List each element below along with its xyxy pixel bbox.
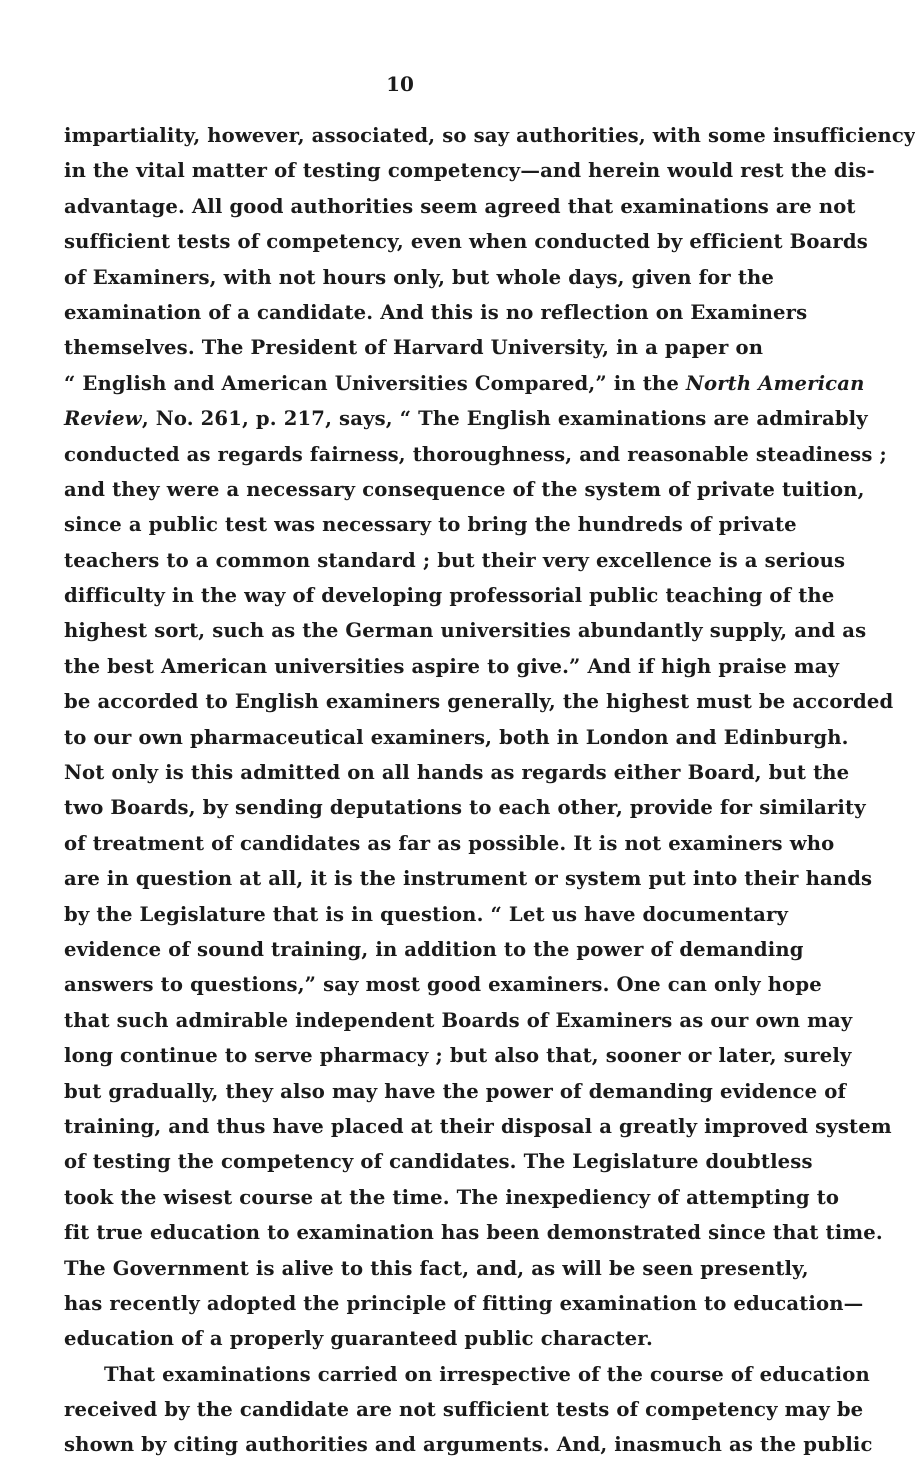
- text-line: [64, 932, 804, 967]
- text-line: [64, 1215, 883, 1250]
- text-line: [64, 720, 849, 755]
- text-segment: answers to questions,” say most good examiners. One can only hope: [64, 973, 822, 997]
- text-line: [64, 437, 887, 472]
- text-line: [64, 967, 822, 1002]
- text-segment: that such admirable independent Boards of Examiners as our own may: [64, 1008, 853, 1032]
- text-line: [64, 543, 846, 578]
- text-segment: teachers to a common standard ; but their very excellence is a serious: [64, 548, 846, 572]
- text-line: [64, 1427, 873, 1462]
- text-line: [64, 578, 835, 613]
- text-segment: examination of a candidate. And this is no reflection on Examiners: [64, 300, 808, 324]
- text-segment: shown by citing authorities and arguments. And, inasmuch as the public: [64, 1433, 873, 1457]
- text-segment: of treatment of candidates as far as possible. It is not examiners who: [64, 831, 835, 855]
- text-line: [64, 826, 835, 861]
- text-segment: of Examiners, with not hours only, but whole days, given for the: [64, 265, 775, 289]
- text-segment: , No. 261, p. 217, says, “ The English examinations are admirably: [141, 407, 868, 431]
- body-text: [64, 118, 915, 1463]
- text-line: [64, 1180, 840, 1215]
- text-segment: the best American universities aspire to give.” And if high praise may: [64, 654, 840, 678]
- text-line: [64, 1038, 852, 1073]
- text-segment: conducted as regards fairness, thoroughness, and reasonable steadiness ;: [64, 442, 887, 466]
- text-line: [64, 224, 868, 259]
- text-segment: evidence of sound training, in addition to the power of demanding: [64, 937, 804, 961]
- italic-text: Review: [64, 407, 142, 431]
- text-segment: be accorded to English examiners generally, the highest must be accorded: [64, 690, 894, 714]
- text-line: [64, 861, 873, 896]
- paragraph-container: [64, 118, 915, 1463]
- text-segment: themselves. The President of Harvard University, in a paper on: [64, 336, 764, 360]
- text-line: [64, 1144, 813, 1179]
- text-segment: sufficient tests of competency, even when conducted by efficient Boards: [64, 230, 868, 254]
- text-line: [64, 1109, 892, 1144]
- italic-text: North American: [685, 371, 865, 395]
- text-line: [64, 118, 915, 153]
- text-segment: since a public test was necessary to bring the hundreds of private: [64, 513, 797, 537]
- text-line: [64, 1357, 870, 1392]
- text-segment: to our own pharmaceutical examiners, both in London and Edinburgh.: [64, 725, 849, 749]
- text-line: [64, 330, 764, 365]
- text-line: [64, 613, 867, 648]
- text-line: [64, 1003, 853, 1038]
- text-segment: highest sort, such as the German universities abundantly supply, and as: [64, 619, 867, 643]
- text-line: [64, 295, 808, 330]
- text-line: [64, 366, 865, 401]
- text-line: [64, 1074, 847, 1109]
- text-line: [64, 153, 875, 188]
- text-line: [64, 897, 789, 932]
- text-line: [64, 649, 840, 684]
- text-segment: of testing the competency of candidates. The Legislature doubtless: [64, 1150, 813, 1174]
- text-segment: by the Legislature that is in question. “ Let us have documentary: [64, 902, 789, 926]
- paragraph: [64, 1357, 873, 1463]
- text-segment: difficulty in the way of developing professorial public teaching of the: [64, 584, 835, 608]
- text-line: [64, 472, 865, 507]
- text-segment: The Government is alive to this fact, and, as will be seen presently,: [64, 1256, 809, 1280]
- text-segment: has recently adopted the principle of fitting examination to education—: [64, 1291, 864, 1315]
- text-segment: received by the candidate are not sufficient tests of competency may be: [64, 1398, 864, 1422]
- paragraph: [64, 118, 915, 1357]
- text-line: [64, 790, 866, 825]
- text-line: [64, 1321, 754, 1356]
- text-segment: Not only is this admitted on all hands as regards either Board, but the: [64, 761, 850, 785]
- text-segment: and they were a necessary consequence of the system of private tuition,: [64, 477, 865, 501]
- text-segment: training, and thus have placed at their disposal a greatly improved system: [64, 1114, 892, 1138]
- text-segment: long continue to serve pharmacy ; but also that, sooner or later, surely: [64, 1044, 852, 1068]
- text-line: [64, 401, 868, 436]
- text-line: [64, 684, 894, 719]
- text-segment: fit true education to examination has been demonstrated since that time.: [64, 1221, 883, 1245]
- text-segment: advantage. All good authorities seem agreed that examinations are not: [64, 194, 856, 218]
- text-segment: in the vital matter of testing competency—and herein would rest the dis-: [64, 159, 875, 183]
- text-segment: impartiality, however, associated, so say authorities, with some insufficiency: [64, 124, 915, 147]
- text-line: [64, 189, 856, 224]
- text-segment: took the wisest course at the time. The inexpediency of attempting to: [64, 1185, 840, 1209]
- text-segment: That examinations carried on irrespective of the course of education: [104, 1362, 870, 1386]
- text-segment: “ English and American Universities Compared,” in the: [64, 371, 686, 395]
- page-number: 10: [386, 72, 414, 96]
- text-line: [64, 260, 775, 295]
- text-segment: are in question at all, it is the instrument or system put into their hands: [64, 867, 873, 891]
- text-line: [64, 1251, 809, 1286]
- text-line: [64, 507, 797, 542]
- text-segment: but gradually, they also may have the power of demanding evidence of: [64, 1079, 847, 1103]
- text-line: [64, 1392, 864, 1427]
- text-line: [64, 755, 850, 790]
- text-segment: education of a properly guaranteed public character.: [64, 1327, 653, 1351]
- text-line: [64, 1286, 864, 1321]
- text-segment: two Boards, by sending deputations to each other, provide for similarity: [64, 796, 866, 820]
